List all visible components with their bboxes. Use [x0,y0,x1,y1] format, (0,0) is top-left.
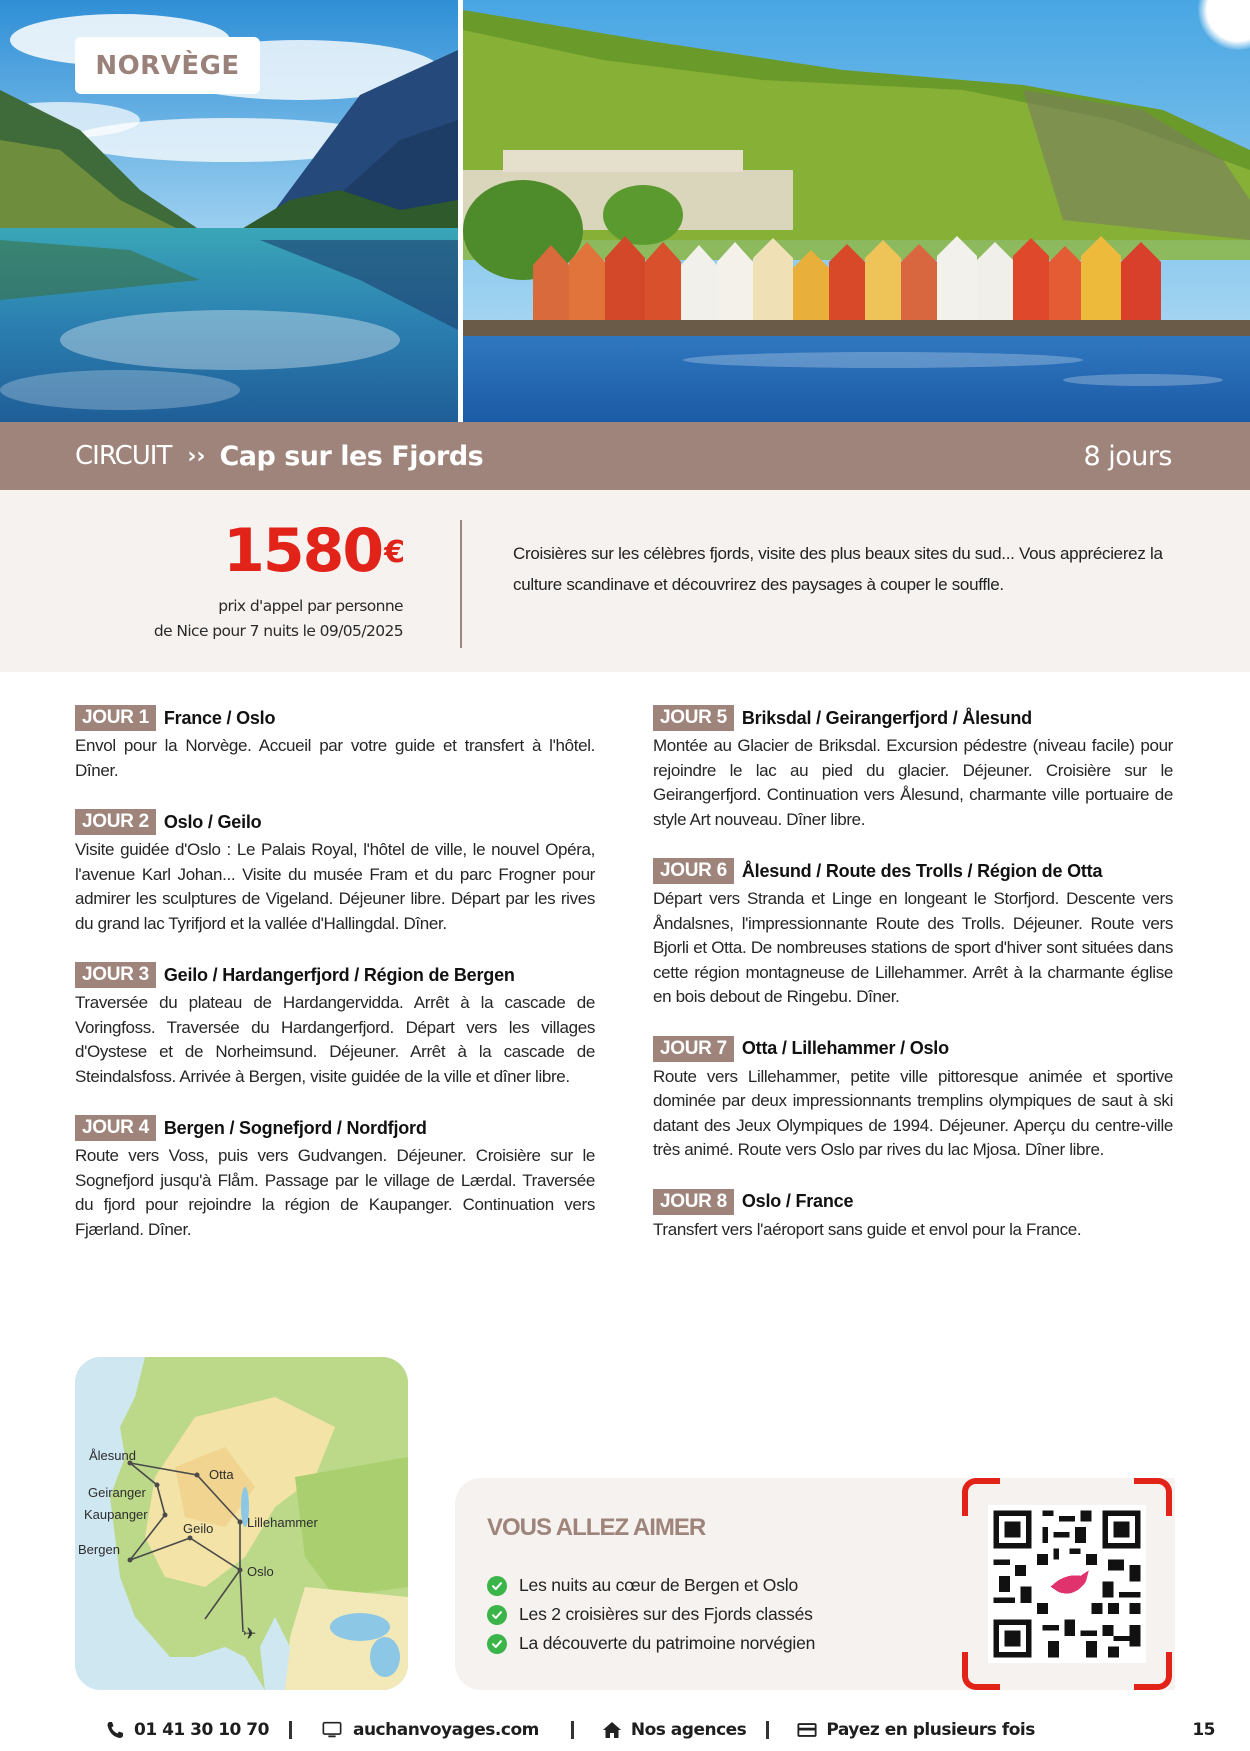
map-label-geiranger: Geiranger [88,1485,146,1500]
circuit-kind: CIRCUIT [75,441,172,471]
day-badge: JOUR 5 [653,705,734,731]
bergen-harbour-photo [463,0,1250,422]
day-badge: JOUR 6 [653,858,734,884]
credit-card-icon [797,1720,817,1740]
day-item [75,962,595,1089]
map-label-geilo: Geilo [183,1521,214,1536]
map-label-alesund: Ålesund [89,1448,136,1463]
day-badge: JOUR 2 [75,809,156,835]
footer-bar [105,1715,1215,1745]
day-item [653,858,1173,1010]
highlight-text: Les 2 croisières sur des Fjords classés [519,1604,813,1624]
check-circle-icon [487,1576,507,1596]
day-description: Départ vers Stranda et Linge en longeant le Storfjord. Descente vers Åndalsnes, l'impressionnante Route des Trolls. Déjeuner. Route vers Bjorli et Otta. De nombreuses stations de sport d'hiver sont situées dans cette région montagneuse de Lillehammer. Arrêt à la charmante église en bois debout de Ringebu. Dîner. [653,889,1173,1006]
intro-panel [0,490,1250,672]
highlight-text: La découverte du patrimoine norvégien [519,1633,816,1653]
svg-text:✈: ✈ [243,1626,257,1643]
highlight-item [487,1571,815,1600]
fjord-lake-photo [0,0,458,422]
day-item [75,1115,595,1242]
highlights-list [487,1571,815,1658]
footer-payment[interactable] [797,1720,1035,1740]
itinerary-right-column [653,705,1173,1268]
map-label-bergen: Bergen [78,1542,120,1557]
monitor-icon [320,1720,344,1740]
footer-separator [766,1721,769,1739]
website-link[interactable]: auchanvoyages.com [352,1720,539,1740]
currency-symbol: € [384,535,403,570]
double-chevron-icon: ›› [187,443,206,469]
day-description: Transfert vers l'aéroport sans guide et envol pour la France. [653,1219,1082,1239]
map-label-oslo: Oslo [247,1564,274,1579]
check-circle-icon [487,1605,507,1625]
day-badge: JOUR 1 [75,705,156,731]
day-route: France / Oslo [163,707,276,728]
day-item [75,705,595,783]
day-item [653,1036,1173,1163]
hero-photos [0,0,1250,422]
day-description: Montée au Glacier de Briksdal. Excursion pédestre (niveau facile) pour rejoindre le lac au pied du glacier. Déjeuner. Croisière sur le Geirangerfjord. Continuation vers Ålesund, charmante ville portuaire de style Art nouveau. Dîner libre. [653,736,1173,829]
map-label-lillehammer: Lillehammer [247,1515,318,1530]
country-tag: NORVÈGE [75,37,260,94]
day-description: Envol pour la Norvège. Accueil par votre guide et transfert à l'hôtel. Dîner. [75,736,595,780]
footer-separator [289,1721,292,1739]
day-item [75,809,595,936]
qr-code-frame[interactable] [962,1478,1172,1690]
home-icon [602,1720,622,1740]
highlight-item [487,1600,815,1629]
map-label-kaupanger: Kaupanger [84,1507,148,1522]
qr-code[interactable] [988,1505,1146,1663]
day-description: Traversée du plateau de Hardangervidda. Arrêt à la cascade de Voringfoss. Traversée du Hardangerfjord. Départ vers les villages d'Oystese et de Norheimsund. Déjeuner. Arrêt à la cascade de Steindalsfoss. Arrivée à Bergen, visite guidée de la ville et dîner libre. [75,993,595,1086]
price-note [80,594,403,644]
highlight-item [487,1629,815,1658]
trip-description: Croisières sur les célèbres fjords, visite des plus beaux sites du sud... Vous apprécierez la culture scandinave et découvrirez des paysages à couper le souffle. [513,544,1163,594]
page-number: 15 [1192,1720,1215,1740]
day-route: Otta / Lillehammer / Oslo [741,1038,949,1058]
highlights-title: VOUS ALLEZ AIMER [487,1514,706,1541]
day-item [653,705,1173,832]
day-badge: JOUR 7 [653,1036,734,1062]
vertical-divider [460,520,462,648]
price-value: 1580 [223,516,383,586]
highlight-text: Les nuits au cœur de Bergen et Oslo [519,1575,798,1595]
day-route: Briksdal / Geirangerfjord / Ålesund [741,707,1032,728]
route-map [75,1357,408,1690]
day-description: Route vers Voss, puis vers Gudvangen. Déjeuner. Croisière sur le Sognefjord jusqu'à Flåm. Passage par le village de Lærdal. Traversée du fjord pour rejoindre la région de Kaupanger. Continuation vers Fjærland. Dîner. [75,1146,595,1239]
day-description: Route vers Lillehammer, petite ville pittoresque animée et sportive dominée par deux impressionnants tremplins olympiques de saut à ski datant des Jeux Olympiques de 1994. Déjeuner. Aperçu du centre-ville très animé. Route vers Oslo par rives du lac Mjosa. Dîner libre. [653,1066,1173,1159]
phone-number: 01 41 30 10 70 [134,1720,269,1740]
day-badge: JOUR 3 [75,962,156,988]
circuit-title-band [0,422,1250,490]
day-item [653,1189,1173,1243]
day-description: Visite guidée d'Oslo : Le Palais Royal, l'hôtel de ville, le nouvel Opéra, l'avenue Karl Johan... Visite du musée Fram et du parc Frogner pour admirer les sculptures de Vigeland. Déjeuner libre. Départ par les rives du grand lac Tyrifjord et la vallée d'Hallingdal. Dîner. [75,840,595,933]
map-label-otta: Otta [209,1467,234,1482]
circuit-duration: 8 jours [1083,440,1172,472]
footer-website[interactable] [320,1720,539,1740]
circuit-name: Cap sur les Fjords [219,440,484,472]
day-route: Geilo / Hardangerfjord / Région de Bergen [163,964,515,985]
price-note-line1: prix d'appel par personne [218,597,403,615]
day-route: Oslo / Geilo [163,811,262,832]
price-block [80,516,403,644]
check-circle-icon [487,1634,507,1654]
itinerary-left-column [75,705,595,1268]
price [80,516,403,586]
day-route: Ålesund / Route des Trolls / Région de Otta [741,860,1103,881]
day-route: Bergen / Sognefjord / Nordfjord [163,1117,427,1138]
footer-agencies[interactable] [602,1720,746,1740]
day-badge: JOUR 8 [653,1189,734,1215]
day-badge: JOUR 4 [75,1115,156,1141]
day-route: Oslo / France [741,1191,854,1211]
footer-phone[interactable] [105,1720,269,1740]
footer-separator [571,1721,574,1739]
payment-link[interactable]: Payez en plusieurs fois [826,1720,1035,1740]
agencies-link[interactable]: Nos agences [630,1720,747,1740]
phone-icon [105,1720,125,1740]
price-note-line2: de Nice pour 7 nuits le 09/05/2025 [153,622,403,640]
